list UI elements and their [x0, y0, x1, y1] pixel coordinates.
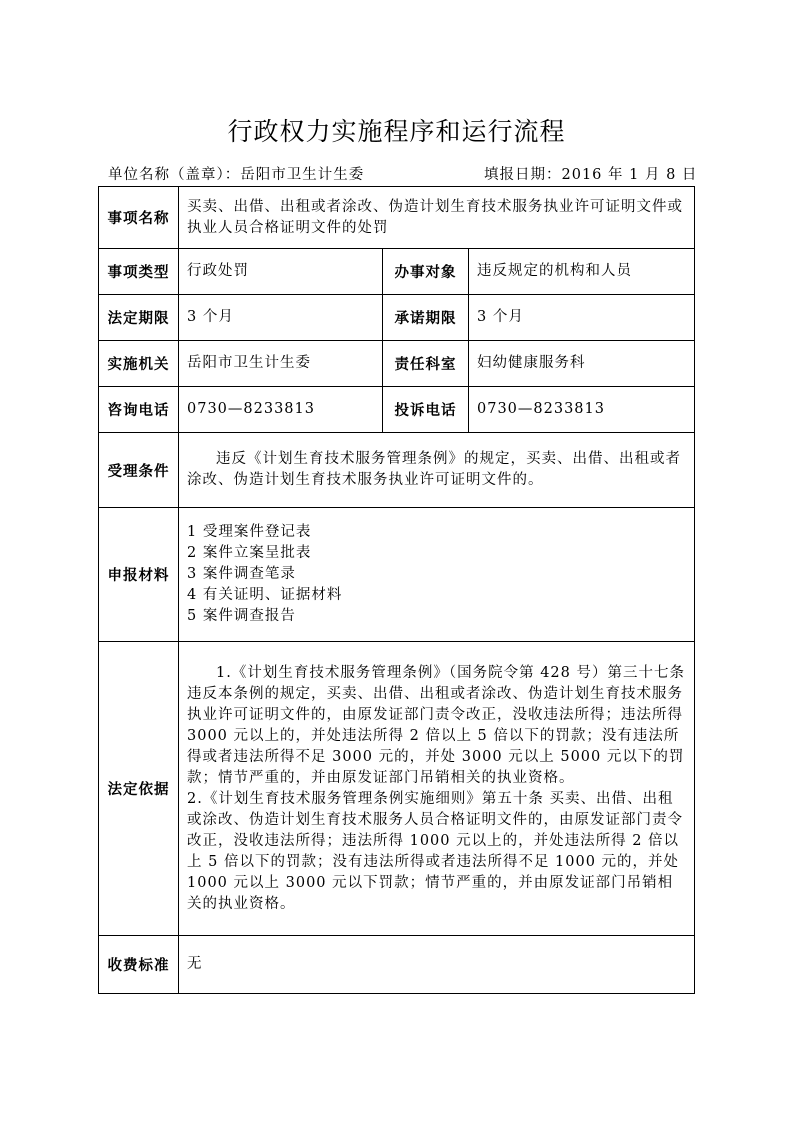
- row-materials: [99, 508, 695, 642]
- complaint-value: 0730—8233813: [469, 387, 695, 433]
- agency-label: 实施机关: [99, 341, 179, 387]
- legal-period-label: 法定期限: [99, 295, 179, 341]
- item-name-label: 事项名称: [99, 187, 179, 249]
- material-item: 4 有关证明、证据材料: [187, 587, 343, 603]
- fee-label: 收费标准: [99, 936, 179, 994]
- basis-label: 法定依据: [99, 642, 179, 936]
- fee-value: 无: [179, 936, 695, 994]
- consult-value: 0730—8233813: [179, 387, 383, 433]
- item-type-value: 行政处罚: [179, 249, 383, 295]
- basis-paragraph-1: 1.《计划生育技术服务管理条例》（国务院令第 428 号）第三十七条 违反本条例的规定，买卖、出借、出租或者涂改、伪造计划生育技术服务执业许可证明文件的，由原发证部门责令改正，没收违法所得；违法所得 3000 元以上的，并处违法所得 2 倍以上 5 倍以下的罚款；没有违法所得或者违法所得不足 3000 元的，并处 3000 元以上 5000 元以下的罚款；情节严重的，并由原发证部门吊销相关的执业资格。: [187, 664, 685, 786]
- conditions-label: 受理条件: [99, 433, 179, 508]
- page-title: 行政权力实施程序和运行流程: [227, 117, 566, 146]
- row-fee: [99, 936, 695, 994]
- legal-period-value: 3 个月: [179, 295, 383, 341]
- report-date: 填报日期：2016 年 1 月 8 日: [484, 167, 698, 183]
- target-value: 违反规定的机构和人员: [469, 249, 695, 295]
- material-item: 3 案件调查笔录: [187, 566, 296, 582]
- unit-name: 单位名称（盖章）：岳阳市卫生计生委: [108, 167, 365, 183]
- material-item: 2 案件立案呈批表: [187, 545, 312, 561]
- promise-period-label: 承诺期限: [383, 295, 469, 341]
- process-table: [98, 186, 695, 994]
- item-type-label: 事项类型: [99, 249, 179, 295]
- promise-period-value: 3 个月: [469, 295, 695, 341]
- row-period: [99, 295, 695, 341]
- item-name-value: 买卖、出借、出租或者涂改、伪造计划生育技术服务执业许可证明文件或执业人员合格证明文件的处罚: [179, 187, 695, 249]
- row-item-type: [99, 249, 695, 295]
- dept-label: 责任科室: [383, 341, 469, 387]
- row-agency: [99, 341, 695, 387]
- materials-list: [179, 508, 695, 642]
- consult-label: 咨询电话: [99, 387, 179, 433]
- materials-label: 申报材料: [99, 508, 179, 642]
- row-basis: [99, 642, 695, 936]
- row-item-name: [99, 187, 695, 249]
- complaint-label: 投诉电话: [383, 387, 469, 433]
- conditions-value: 违反《计划生育技术服务管理条例》的规定，买卖、出借、出租或者涂改、伪造计划生育技术服务执业许可证明文件的。: [187, 451, 681, 488]
- conditions-cell: [179, 433, 695, 508]
- material-item: 1 受理案件登记表: [187, 524, 312, 540]
- row-phone: [99, 387, 695, 433]
- row-conditions: [99, 433, 695, 508]
- agency-value: 岳阳市卫生计生委: [179, 341, 383, 387]
- dept-value: 妇幼健康服务科: [469, 341, 695, 387]
- basis-cell: [179, 642, 695, 936]
- material-item: 5 案件调查报告: [187, 608, 296, 624]
- basis-paragraph-2: 2.《计划生育技术服务管理条例实施细则》第五十条 买卖、出借、出租或涂改、伪造计划生育技术服务人员合格证明文件的，由原发证部门责令改正，没收违法所得；违法所得 1000 元以上的，并处违法所得 2 倍以上 5 倍以下的罚款；没有违法所得或者违法所得不足 1000 元的，并处 1000 元以上 3000 元以下罚款；情节严重的，并由原发证部门吊销相关的执业资格。: [187, 790, 683, 912]
- target-label: 办事对象: [383, 249, 469, 295]
